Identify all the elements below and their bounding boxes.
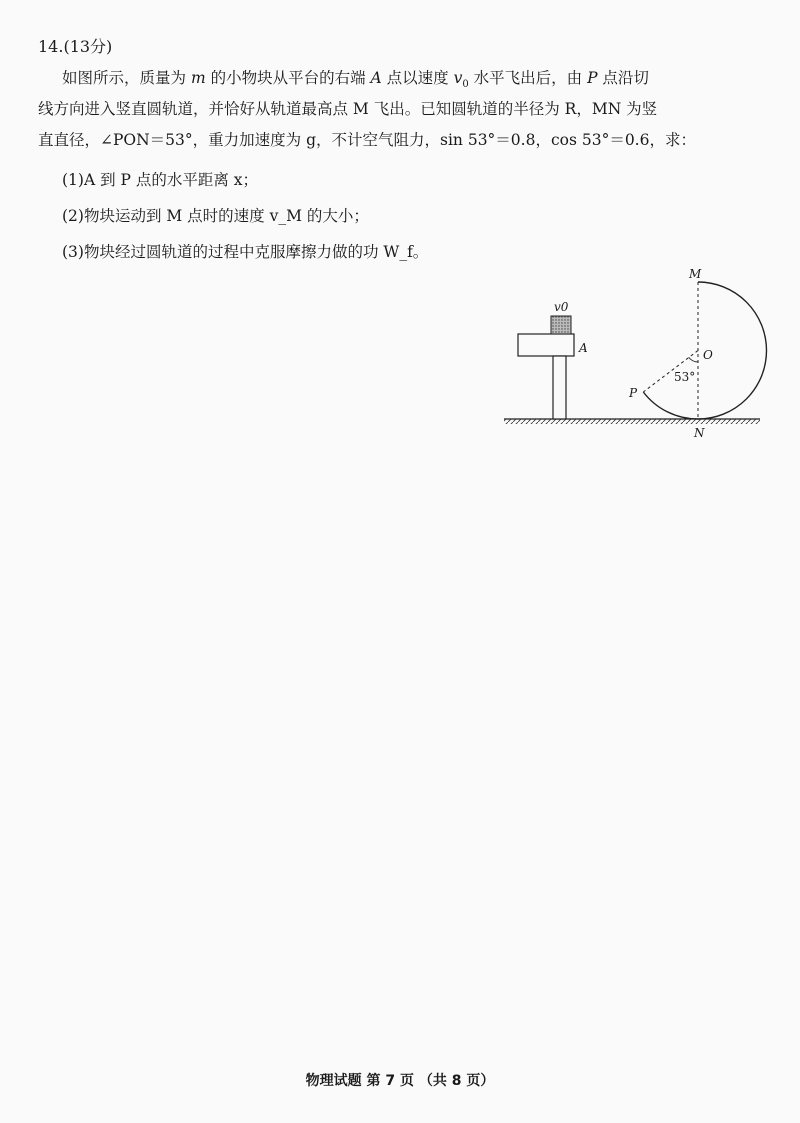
intro-sub-0: 0 (462, 79, 469, 91)
platform (518, 334, 574, 419)
intro-text: 如图所示，质量为 (62, 69, 191, 87)
intro-text: 点以速度 (381, 69, 454, 87)
intro-text: 的小物块从平台的右端 (205, 69, 371, 87)
intro-var-m: m (190, 69, 206, 87)
label-A: A (579, 341, 588, 355)
sub-question-1: (1)A 到 P 点的水平距离 x； (62, 171, 259, 189)
label-N: N (694, 426, 705, 440)
question-intro-line-3: 直直径，∠PON＝53°，重力加速度为 g，不计空气阻力，sin 53°＝0.8，cos 53°＝0.6，求： (38, 131, 696, 149)
question-number: 14.(13分) (38, 37, 113, 56)
small-block (551, 316, 571, 334)
label-P: P (629, 386, 638, 400)
sub-question-2: (2)物块运动到 M 点时的速度 v_M 的大小； (62, 207, 369, 225)
label-M: M (689, 267, 702, 281)
intro-var-A: A (370, 69, 382, 87)
page-footer: 物理试题 第 7 页 （共 8 页） (305, 1073, 495, 1089)
label-O: O (703, 348, 713, 362)
physics-diagram (498, 262, 770, 452)
ground (504, 419, 760, 424)
label-v0: v0 (554, 300, 569, 314)
label-angle: 53° (674, 370, 696, 384)
sub-question-3: (3)物块经过圆轨道的过程中克服摩擦力做的功 W_f。 (62, 243, 429, 261)
intro-var-P: P (587, 69, 598, 87)
angle-arc (689, 357, 698, 362)
intro-text: 点沿切 (597, 69, 649, 87)
question-intro-line-2: 线方向进入竖直圆轨道，并恰好从轨道最高点 M 飞出。已知圆轨道的半径为 R，MN 为竖 (38, 100, 658, 118)
intro-text: 水平飞出后，由 (468, 69, 588, 87)
intro-var-v: v (453, 69, 463, 87)
